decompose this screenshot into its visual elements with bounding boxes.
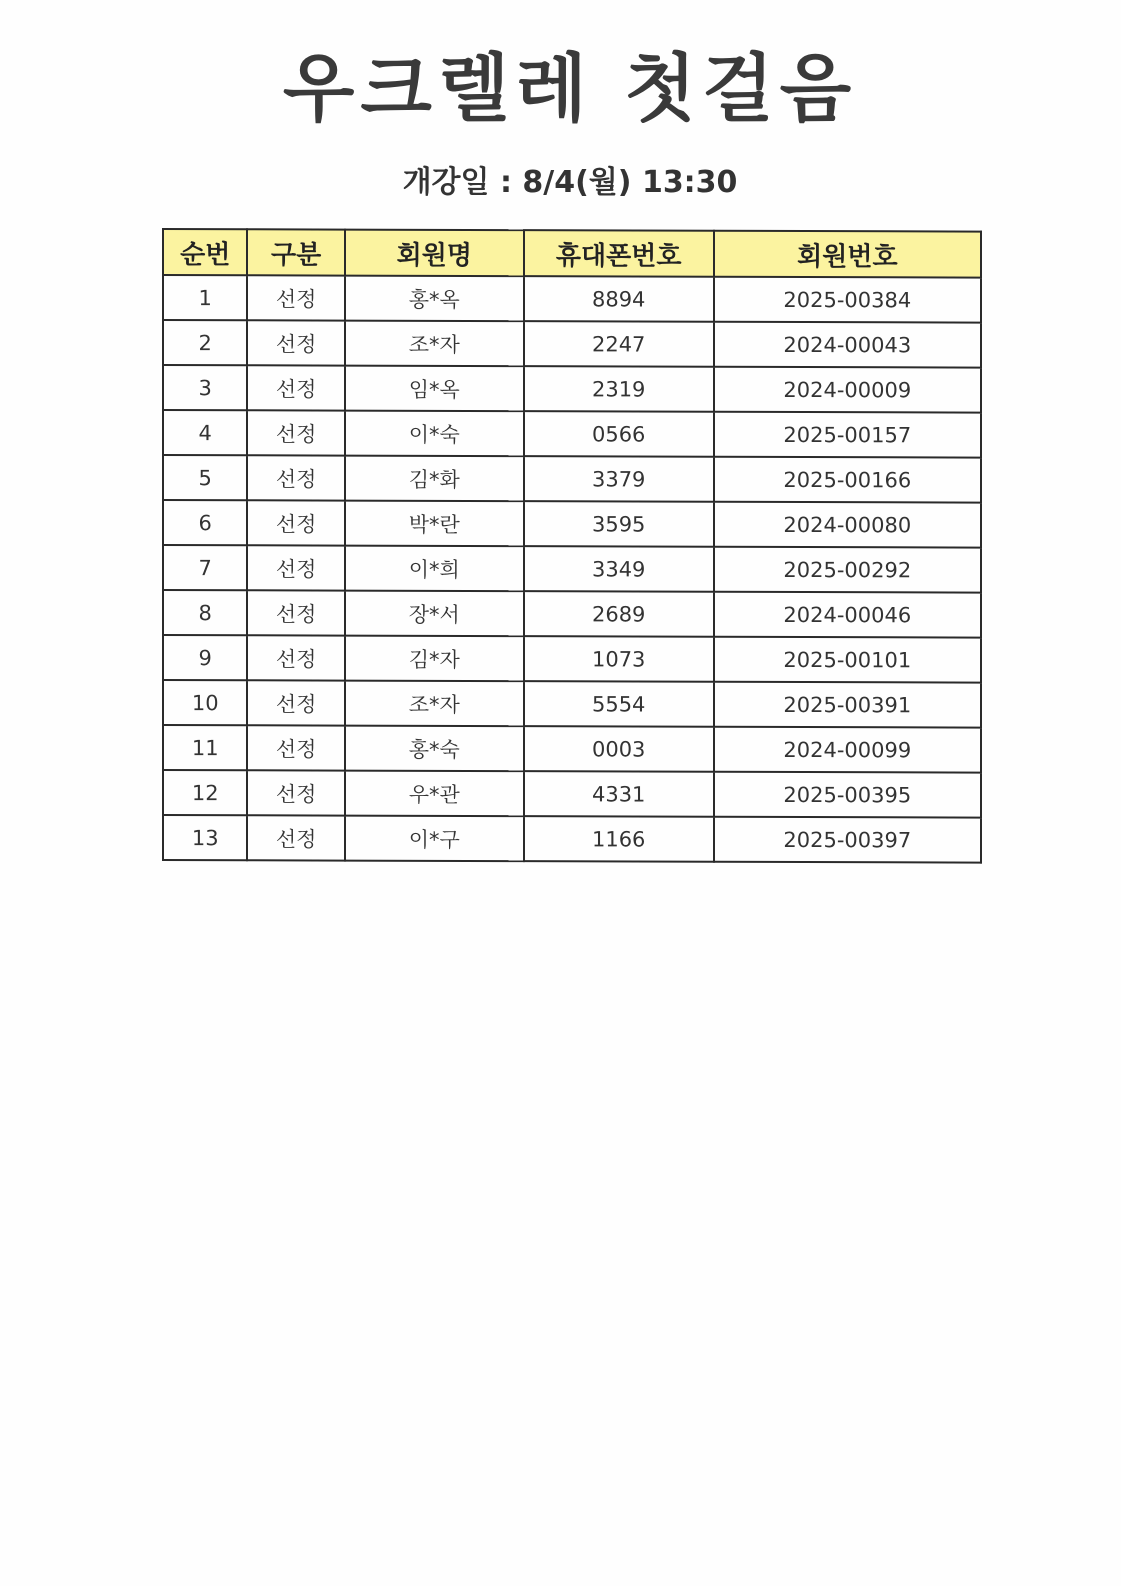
cell-no: 8 xyxy=(163,590,247,635)
cell-phone: 8894 xyxy=(524,276,714,322)
cell-no: 3 xyxy=(163,365,247,410)
header-name: 회원명 xyxy=(345,230,524,277)
cell-no: 12 xyxy=(163,770,247,815)
cell-name: 박*란 xyxy=(345,501,524,547)
table-row xyxy=(163,635,981,683)
cell-name: 이*희 xyxy=(345,546,524,592)
cell-type: 선정 xyxy=(247,725,344,770)
cell-no: 7 xyxy=(163,545,247,590)
table-row xyxy=(163,590,981,638)
cell-type: 선정 xyxy=(247,410,344,455)
table-row xyxy=(163,320,981,368)
cell-no: 13 xyxy=(163,815,247,860)
cell-phone: 3379 xyxy=(524,456,714,502)
cell-no: 6 xyxy=(163,500,247,545)
cell-name: 장*서 xyxy=(345,591,524,637)
cell-no: 4 xyxy=(163,410,247,455)
cell-phone: 4331 xyxy=(524,771,714,817)
cell-no: 11 xyxy=(163,725,247,770)
cell-member-no: 2025-00101 xyxy=(714,637,981,683)
cell-member-no: 2025-00391 xyxy=(714,682,981,728)
cell-type: 선정 xyxy=(247,815,344,860)
cell-member-no: 2024-00099 xyxy=(714,727,981,773)
table-body xyxy=(163,275,981,863)
cell-name: 김*화 xyxy=(345,456,524,502)
cell-name: 이*숙 xyxy=(345,411,524,457)
cell-phone: 2689 xyxy=(524,591,714,637)
cell-name: 조*자 xyxy=(345,681,524,727)
table-row xyxy=(163,770,981,818)
header-no: 순번 xyxy=(163,229,247,275)
table-row xyxy=(163,500,981,548)
cell-type: 선정 xyxy=(247,365,344,410)
cell-no: 9 xyxy=(163,635,247,680)
cell-name: 임*옥 xyxy=(345,366,524,412)
cell-member-no: 2025-00292 xyxy=(714,547,981,593)
table-row xyxy=(163,365,981,413)
cell-name: 조*자 xyxy=(345,321,524,367)
cell-phone: 0566 xyxy=(524,411,714,457)
cell-phone: 2319 xyxy=(524,366,714,412)
cell-member-no: 2025-00384 xyxy=(714,277,981,323)
header-member-no: 회원번호 xyxy=(714,231,981,278)
table-row xyxy=(163,275,981,323)
cell-member-no: 2024-00046 xyxy=(714,592,981,638)
class-start-date: 개강일 : 8/4(월) 13:30 xyxy=(402,165,738,200)
cell-no: 10 xyxy=(163,680,247,725)
cell-type: 선정 xyxy=(247,770,344,815)
header-type: 구분 xyxy=(247,229,344,275)
cell-no: 5 xyxy=(163,455,247,500)
cell-phone: 0003 xyxy=(524,726,714,772)
cell-member-no: 2025-00157 xyxy=(714,412,981,458)
header-phone: 휴대폰번호 xyxy=(524,230,714,277)
cell-type: 선정 xyxy=(247,680,344,725)
cell-member-no: 2025-00395 xyxy=(714,772,981,818)
cell-type: 선정 xyxy=(247,320,344,365)
document-title: 우크렐레 첫걸음 xyxy=(282,46,858,132)
cell-member-no: 2025-00397 xyxy=(714,817,981,863)
cell-member-no: 2025-00166 xyxy=(714,457,981,503)
cell-no: 1 xyxy=(163,275,247,320)
cell-member-no: 2024-00009 xyxy=(714,367,981,413)
cell-member-no: 2024-00080 xyxy=(714,502,981,548)
cell-name: 이*구 xyxy=(345,816,524,862)
cell-name: 홍*옥 xyxy=(345,276,524,322)
cell-type: 선정 xyxy=(247,635,344,680)
table-row xyxy=(163,725,981,773)
cell-no: 2 xyxy=(163,320,247,365)
table-row xyxy=(163,455,981,503)
cell-name: 우*관 xyxy=(345,771,524,817)
cell-type: 선정 xyxy=(247,455,344,500)
cell-type: 선정 xyxy=(247,275,344,320)
table-row xyxy=(163,680,981,728)
table-row xyxy=(163,815,981,863)
cell-phone: 2247 xyxy=(524,321,714,367)
cell-name: 홍*숙 xyxy=(345,726,524,772)
cell-member-no: 2024-00043 xyxy=(714,322,981,368)
cell-phone: 3349 xyxy=(524,546,714,592)
cell-type: 선정 xyxy=(247,500,344,545)
cell-name: 김*자 xyxy=(345,636,524,682)
cell-phone: 1166 xyxy=(524,816,714,862)
cell-phone: 1073 xyxy=(524,636,714,682)
cell-type: 선정 xyxy=(247,590,344,635)
cell-type: 선정 xyxy=(247,545,344,590)
cell-phone: 5554 xyxy=(524,681,714,727)
cell-phone: 3595 xyxy=(524,501,714,547)
member-roster-table xyxy=(162,228,982,864)
table-row xyxy=(163,545,981,593)
table-row xyxy=(163,410,981,458)
table-header-row xyxy=(163,229,981,278)
